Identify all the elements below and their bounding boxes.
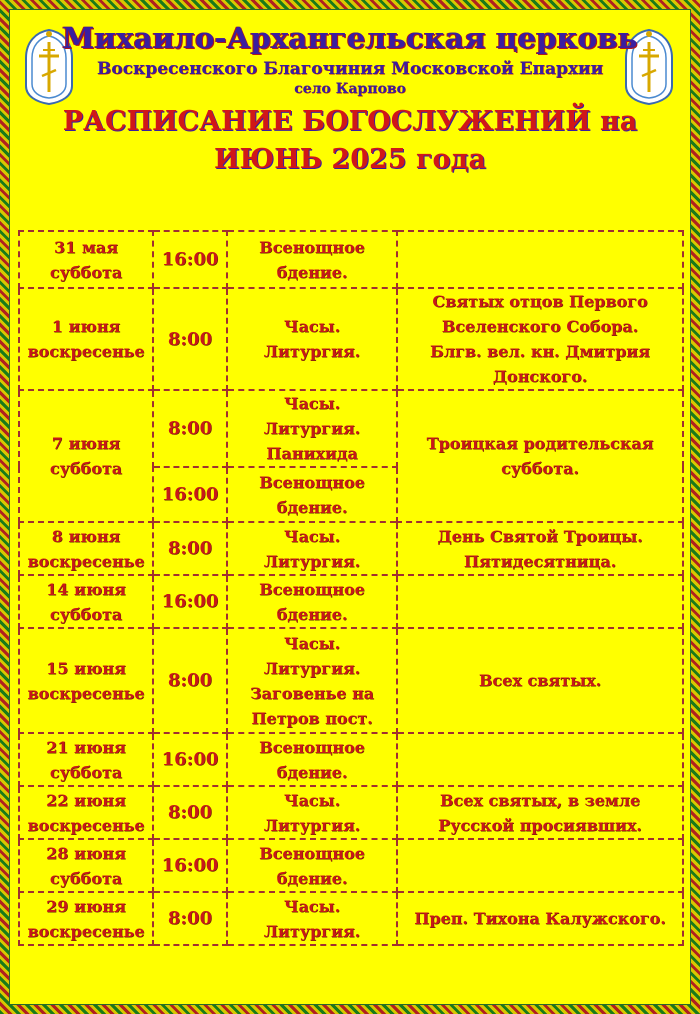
table-row (19, 628, 683, 733)
text-line: Заговенье на (249, 683, 375, 703)
text-line: бдение. (276, 762, 348, 782)
service-cell (227, 839, 397, 892)
text-line: Пятидесятница. (463, 551, 617, 571)
text-line: Всех святых. (478, 671, 602, 690)
time-cell: 8:00 (153, 288, 227, 390)
weekday: воскресенье (27, 342, 145, 361)
service-cell (227, 786, 397, 839)
feast-cell (397, 522, 683, 575)
table-row (19, 786, 683, 839)
text-line: Всенощное (259, 579, 365, 599)
weekday: суббота (49, 762, 123, 782)
date: 22 июня (46, 790, 126, 810)
weekday: воскресенье (27, 683, 145, 703)
service-cell (227, 733, 397, 786)
feast-cell (397, 786, 683, 839)
date: 15 июня (46, 658, 126, 678)
text-line: Часы. (283, 526, 341, 546)
table-row (19, 892, 683, 945)
deanery-subtitle: Воскресенского Благочиния Московской Епархии (96, 59, 604, 79)
time-cell: 16:00 (153, 733, 227, 786)
text-line: Вселенского Собора. (441, 317, 639, 336)
feast-cell (397, 390, 683, 522)
service-cell (227, 231, 397, 288)
time-cell: 8:00 (153, 786, 227, 839)
date: 14 июня (46, 579, 126, 599)
header (0, 20, 700, 179)
table-row (19, 231, 683, 288)
date-cell (19, 390, 153, 522)
date: 29 июня (46, 896, 126, 916)
text-line: бдение. (276, 262, 348, 282)
service-cell (227, 288, 397, 390)
table-row (19, 390, 683, 467)
time-cell: 8:00 (153, 628, 227, 733)
service-cell (227, 575, 397, 628)
text-line: Всенощное (259, 737, 365, 757)
schedule-title (0, 103, 700, 179)
weekday: воскресенье (27, 921, 145, 941)
service-cell (227, 390, 397, 467)
feast-cell (397, 231, 683, 288)
text-line: Литургия. (263, 419, 361, 438)
schedule-table (18, 230, 684, 946)
table-row (19, 522, 683, 575)
text-line: Донского. (492, 367, 588, 386)
text-line: Панихида (266, 444, 358, 463)
date: 28 июня (46, 843, 126, 863)
text-line: Петров пост. (251, 708, 373, 728)
text-line: Всенощное (259, 843, 365, 863)
text-line: Часы. (283, 790, 341, 810)
feast-cell (397, 733, 683, 786)
text-line: День Святой Троицы. (437, 526, 643, 546)
feast-cell (397, 575, 683, 628)
time-cell: 16:00 (153, 231, 227, 288)
table-row (19, 575, 683, 628)
weekday: воскресенье (27, 815, 145, 835)
date-cell (19, 786, 153, 839)
text-line: Литургия. (263, 815, 361, 835)
time-cell: 16:00 (153, 467, 227, 522)
text-line: Литургия. (263, 551, 361, 571)
date-cell (19, 839, 153, 892)
text-line: Троицкая родительская (426, 434, 654, 453)
date: 7 июня (51, 434, 121, 453)
feast-cell (397, 839, 683, 892)
date-cell (19, 231, 153, 288)
text-line: Часы. (283, 317, 341, 336)
date-cell (19, 522, 153, 575)
date: 1 июня (51, 317, 121, 336)
table-row (19, 733, 683, 786)
text-line: Часы. (283, 394, 341, 413)
schedule-title-line2: ИЮНЬ 2025 года (213, 144, 487, 175)
village-name: село Карпово (294, 81, 406, 97)
service-cell (227, 892, 397, 945)
text-line: Литургия. (263, 658, 361, 678)
weekday: суббота (49, 604, 123, 624)
church-title: Михаило-Архангельская церковь (62, 21, 638, 55)
date: 8 июня (51, 526, 121, 546)
time-cell: 8:00 (153, 892, 227, 945)
date: 31 мая (54, 237, 118, 257)
text-line: Блгв. вел. кн. Дмитрия (430, 342, 650, 361)
text-line: Литургия. (263, 342, 361, 361)
date-cell (19, 288, 153, 390)
weekday: суббота (49, 868, 123, 888)
service-cell (227, 628, 397, 733)
date-cell (19, 628, 153, 733)
text-line: Всенощное (259, 237, 365, 257)
weekday: воскресенье (27, 551, 145, 571)
text-line: Литургия. (263, 921, 361, 941)
service-cell (227, 522, 397, 575)
weekday: суббота (49, 262, 123, 282)
date-cell (19, 733, 153, 786)
date-cell (19, 575, 153, 628)
feast-cell (397, 288, 683, 390)
text-line: Святых отцов Первого (432, 292, 648, 311)
time-cell: 16:00 (153, 575, 227, 628)
text-line: Всенощное (259, 472, 365, 492)
time-cell: 8:00 (153, 522, 227, 575)
date: 21 июня (46, 737, 126, 757)
time-cell: 16:00 (153, 839, 227, 892)
time-cell: 8:00 (153, 390, 227, 467)
date-cell (19, 892, 153, 945)
text-line: бдение. (276, 868, 348, 888)
text-line: бдение. (276, 497, 348, 517)
text-line: Преп. Тихона Калужского. (414, 909, 666, 928)
text-line: Часы. (283, 633, 341, 653)
table-row (19, 839, 683, 892)
feast-cell (397, 628, 683, 733)
text-line: Часы. (283, 896, 341, 916)
schedule-title-line1: РАСПИСАНИЕ БОГОСЛУЖЕНИЙ на (62, 106, 638, 137)
text-line: Всех святых, в земле (439, 790, 641, 810)
feast-cell (397, 892, 683, 945)
weekday: суббота (49, 459, 123, 478)
text-line: бдение. (276, 604, 348, 624)
text-line: Русской просиявших. (438, 815, 642, 835)
text-line: суббота. (501, 459, 579, 478)
table-row (19, 288, 683, 390)
service-cell (227, 467, 397, 522)
